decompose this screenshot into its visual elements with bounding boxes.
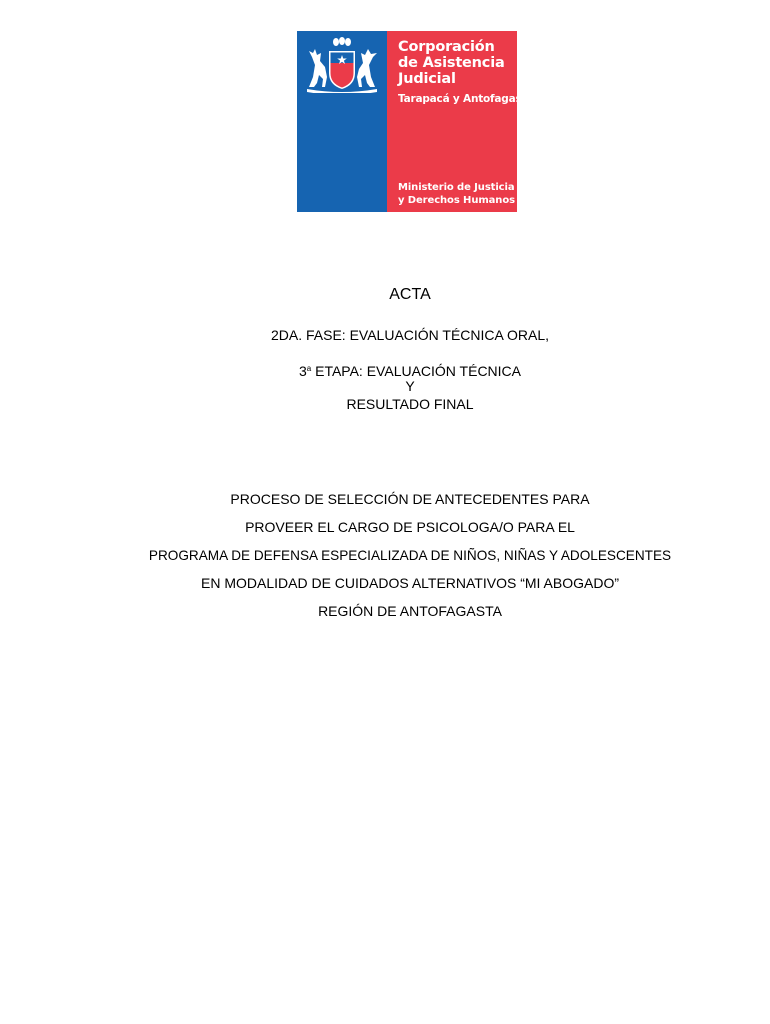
stage-ordinal: a	[306, 364, 312, 373]
phase-line: 2DA. FASE: EVALUACIÓN TÉCNICA ORAL,	[270, 327, 549, 343]
org-name-line-1: Corporación	[398, 39, 495, 55]
process-line-3: PROGRAMA DE DEFENSA ESPECIALIZADA DE NIÑOS, NIÑAS Y ADOLESCENTES	[148, 548, 672, 563]
stage-number: 3	[298, 363, 307, 379]
conjunction-line: Y	[405, 378, 415, 394]
cpaj-logo	[297, 31, 534, 212]
stage-rest: ETAPA: EVALUACIÓN TÉCNICA	[311, 363, 522, 379]
final-result-line: RESULTADO FINAL	[346, 396, 474, 412]
document-title: ACTA	[389, 286, 431, 303]
org-name	[398, 39, 520, 87]
ministry-line-2: y Derechos Humanos	[398, 194, 515, 206]
process-line-2: PROVEER EL CARGO DE PSICOLOGA/O PARA EL	[245, 519, 575, 535]
logo-blue-panel	[297, 31, 387, 212]
org-region: Tarapacá y Antofagasta	[398, 93, 534, 105]
logo-red-panel	[387, 31, 534, 212]
ministry-name	[398, 182, 515, 207]
process-line-1: PROCESO DE SELECCIÓN DE ANTECEDENTES PARA	[230, 491, 590, 507]
process-line-4: EN MODALIDAD DE CUIDADOS ALTERNATIVOS “MI ABOGADO”	[201, 575, 619, 591]
chile-coat-of-arms-icon	[305, 37, 379, 93]
ministry-line-1: Ministerio de Justicia	[398, 182, 515, 193]
stage-line	[50, 360, 770, 380]
process-line-5: REGIÓN DE ANTOFAGASTA	[318, 603, 502, 619]
org-name-line-2: de Asistencia	[398, 55, 505, 71]
org-name-line-3: Judicial	[398, 71, 456, 87]
